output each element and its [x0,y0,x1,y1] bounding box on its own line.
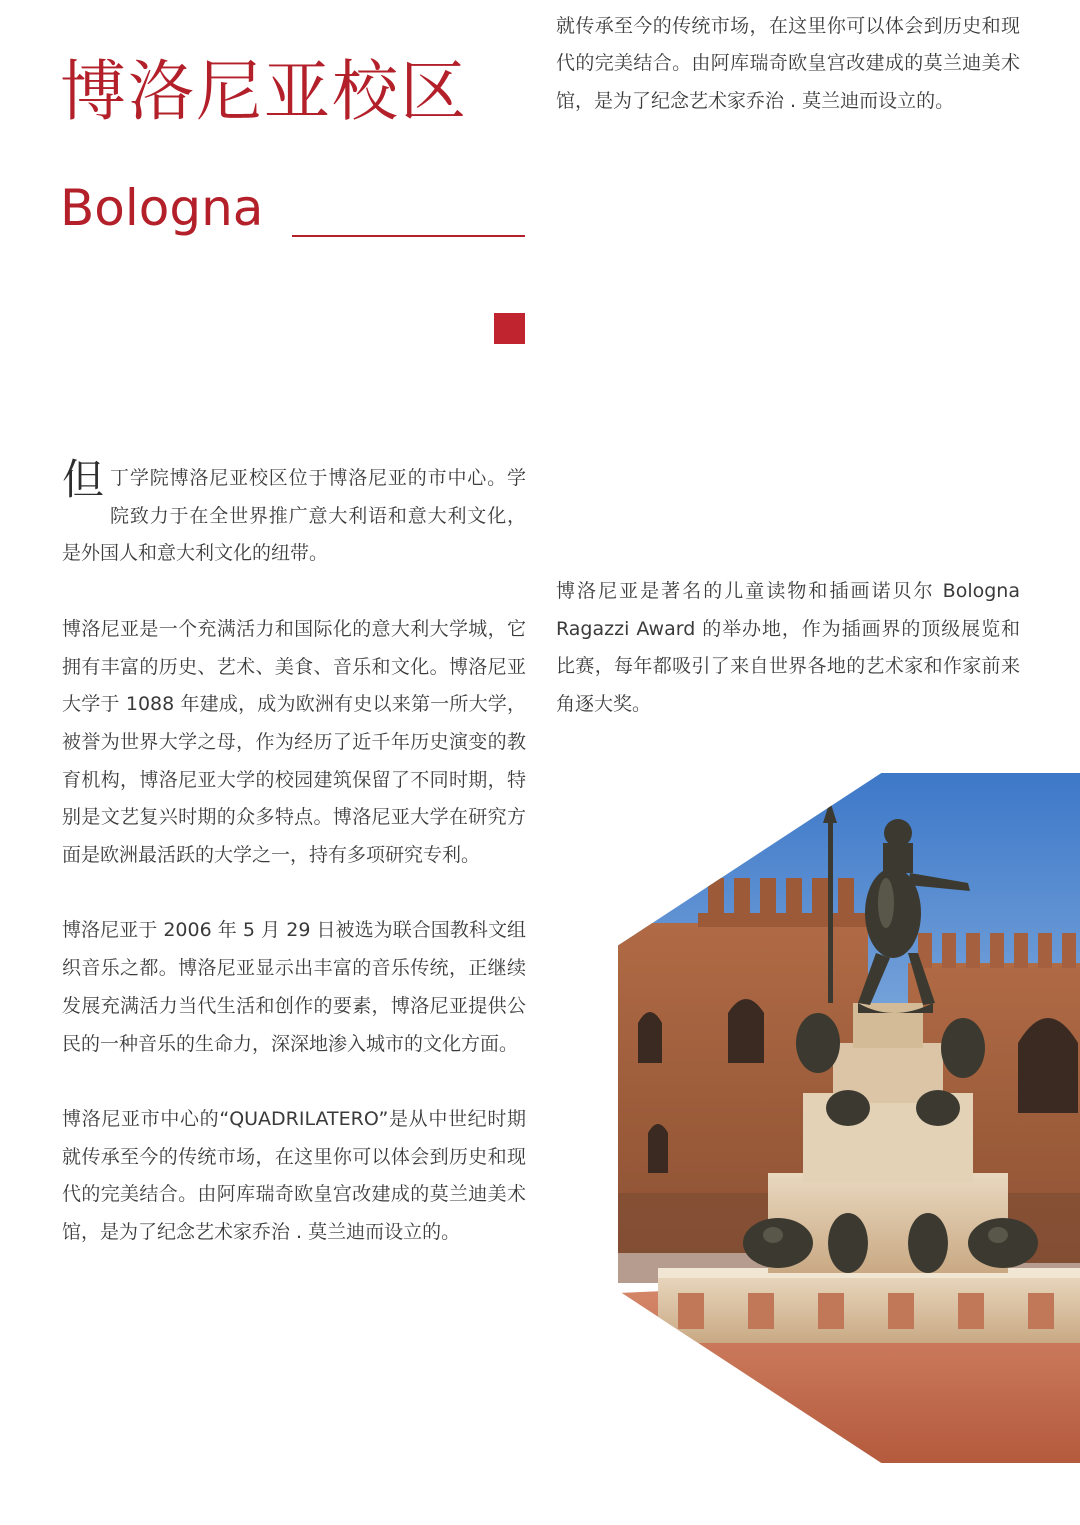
paragraph-illustration-award: 博洛尼亚是著名的儿童读物和插画诺贝尔 Bologna Ragazzi Award 的举办地，作为插画界的顶级展览和比赛，每年都吸引了来自世界各地的艺术家和作家前来角逐大奖。 [556,580,1020,716]
title-divider [292,235,525,237]
page-subtitle: Bologna [60,179,264,237]
neptune-fountain-photo [618,773,1080,1463]
paragraph-intro-text: 丁学院博洛尼亚校区位于博洛尼亚的市中心。学院致力于在全世界推广意大利语和意大利文化，是外国人和意大利文化的纽带。 [62,467,526,565]
paragraph-intro [62,455,526,573]
drop-cap: 但 [62,455,105,504]
paragraph-market-continued-text: 就传承至今的传统市场，在这里你可以体会到历史和现代的完美结合。由阿库瑞奇欧皇宫改建成的莫兰迪美术馆，是为了纪念艺术家乔治 . 莫兰迪而设立的。 [556,14,1020,113]
article-column-left [62,455,526,1252]
accent-square [494,313,525,344]
article-column-right [556,14,1020,762]
fountain-illustration [618,773,1080,1463]
paragraph-market: 博洛尼亚市中心的“QUADRILATERO”是从中世纪时期就传承至今的传统市场，在这里你可以体会到历史和现代的完美结合。由阿库瑞奇欧皇宫改建成的莫兰迪美术馆，是为了纪念艺术家乔治 . 莫兰迪而设立的。 [62,1107,526,1244]
page-title: 博洛尼亚校区 [60,53,468,130]
paragraph-market-continued [556,14,1020,535]
paragraph-university: 博洛尼亚是一个充满活力和国际化的意大利大学城，它拥有丰富的历史、艺术、美食、音乐和文化。博洛尼亚大学于 1088 年建成，成为欧洲有史以来第一所大学，被誉为世界大学之母，作为经历了近千年历史演变的教育机构，博洛尼亚大学的校园建筑保留了不同时期，特别是文艺复兴时期的众多特点。博洛尼亚大学在研究方面是欧洲最活跃的大学之一，持有多项研究专利。 [62,617,526,867]
paragraph-music: 博洛尼亚于 2006 年 5 月 29 日被选为联合国教科文组织音乐之都。博洛尼亚显示出丰富的音乐传统，正继续发展充满活力当代生活和创作的要素，博洛尼亚提供公民的一种音乐的生命力，深深地渗入城市的文化方面。 [62,919,526,1055]
